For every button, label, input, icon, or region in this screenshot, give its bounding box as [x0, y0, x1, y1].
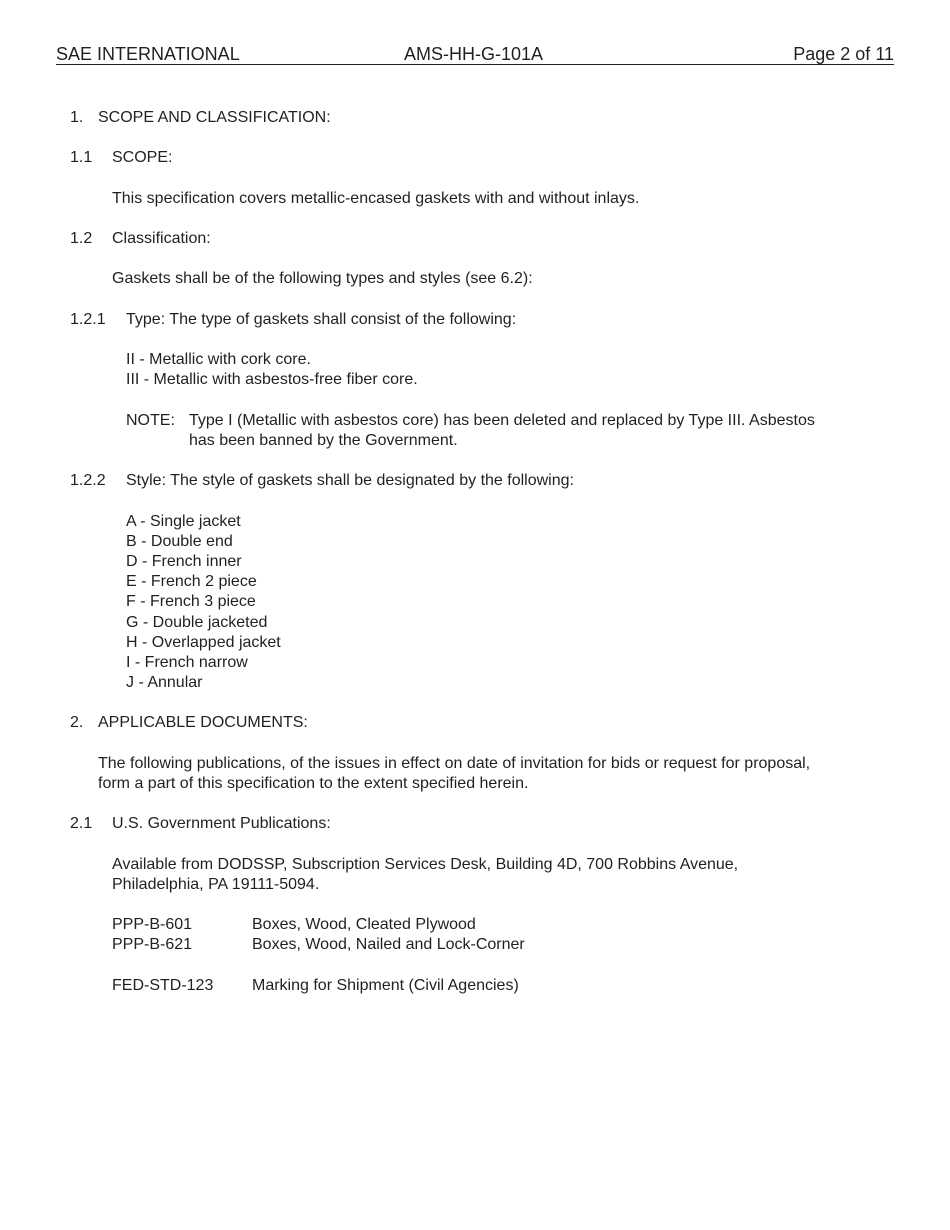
type-list-item: III - Metallic with asbestos-free fiber core.	[126, 371, 418, 388]
style-list-item: F - French 3 piece	[126, 593, 256, 610]
section-1-2-2-number: 1.2.2	[70, 472, 106, 489]
section-2-1-number: 2.1	[70, 815, 93, 832]
header-page-number: Page 2 of 11	[793, 44, 894, 64]
type-list-item: II - Metallic with cork core.	[126, 351, 311, 368]
note-text-line-1: Type I (Metallic with asbestos core) has been deleted and replaced by Type III. Asbestos	[189, 412, 815, 429]
style-list-item: H - Overlapped jacket	[126, 634, 281, 651]
style-list-item: J - Annular	[126, 674, 203, 691]
style-list-item: A - Single jacket	[126, 513, 241, 530]
note-text-line-2: has been banned by the Government.	[189, 432, 458, 449]
section-2-1-title: U.S. Government Publications:	[112, 815, 331, 832]
page-header	[56, 44, 894, 65]
publication-id: FED-STD-123	[112, 977, 214, 994]
publication-title: Marking for Shipment (Civil Agencies)	[252, 977, 519, 994]
style-list-item: E - French 2 piece	[126, 573, 257, 590]
publication-id: PPP-B-601	[112, 916, 193, 933]
header-document-id: AMS-HH-G-101A	[404, 44, 544, 64]
section-2-1-text-line-2: Philadelphia, PA 19111-5094.	[112, 876, 320, 893]
section-1-2-title: Classification:	[112, 230, 211, 247]
note-label: NOTE:	[126, 412, 175, 429]
section-1-2-text: Gaskets shall be of the following types and styles (see 6.2):	[112, 270, 533, 287]
section-1-number: 1.	[70, 109, 84, 126]
section-1-2-1-title: Type: The type of gaskets shall consist of the following:	[126, 311, 517, 328]
style-list-item: B - Double end	[126, 533, 233, 550]
section-1-2-1-number: 1.2.1	[70, 311, 106, 328]
section-2-text-line-2: form a part of this specification to the extent specified herein.	[98, 775, 529, 792]
section-2-title: APPLICABLE DOCUMENTS:	[98, 714, 308, 731]
section-1-1-number: 1.1	[70, 149, 93, 166]
section-1-2-2-title: Style: The style of gaskets shall be designated by the following:	[126, 472, 574, 489]
section-1-title: SCOPE AND CLASSIFICATION:	[98, 109, 331, 126]
section-1-1-text: This specification covers metallic-encased gaskets with and without inlays.	[112, 190, 640, 207]
publication-title: Boxes, Wood, Cleated Plywood	[252, 916, 476, 933]
section-2-text-line-1: The following publications, of the issues in effect on date of invitation for bids or request for proposal,	[98, 755, 811, 772]
section-1-2-number: 1.2	[70, 230, 93, 247]
section-2-number: 2.	[70, 714, 84, 731]
section-1-1-title: SCOPE:	[112, 149, 173, 166]
style-list-item: I - French narrow	[126, 654, 248, 671]
style-list-item: D - French inner	[126, 553, 242, 570]
section-2-1-text-line-1: Available from DODSSP, Subscription Services Desk, Building 4D, 700 Robbins Avenue,	[112, 856, 739, 873]
header-organization: SAE INTERNATIONAL	[56, 44, 240, 64]
publication-title: Boxes, Wood, Nailed and Lock-Corner	[252, 936, 525, 953]
style-list-item: G - Double jacketed	[126, 614, 268, 631]
publication-id: PPP-B-621	[112, 936, 193, 953]
